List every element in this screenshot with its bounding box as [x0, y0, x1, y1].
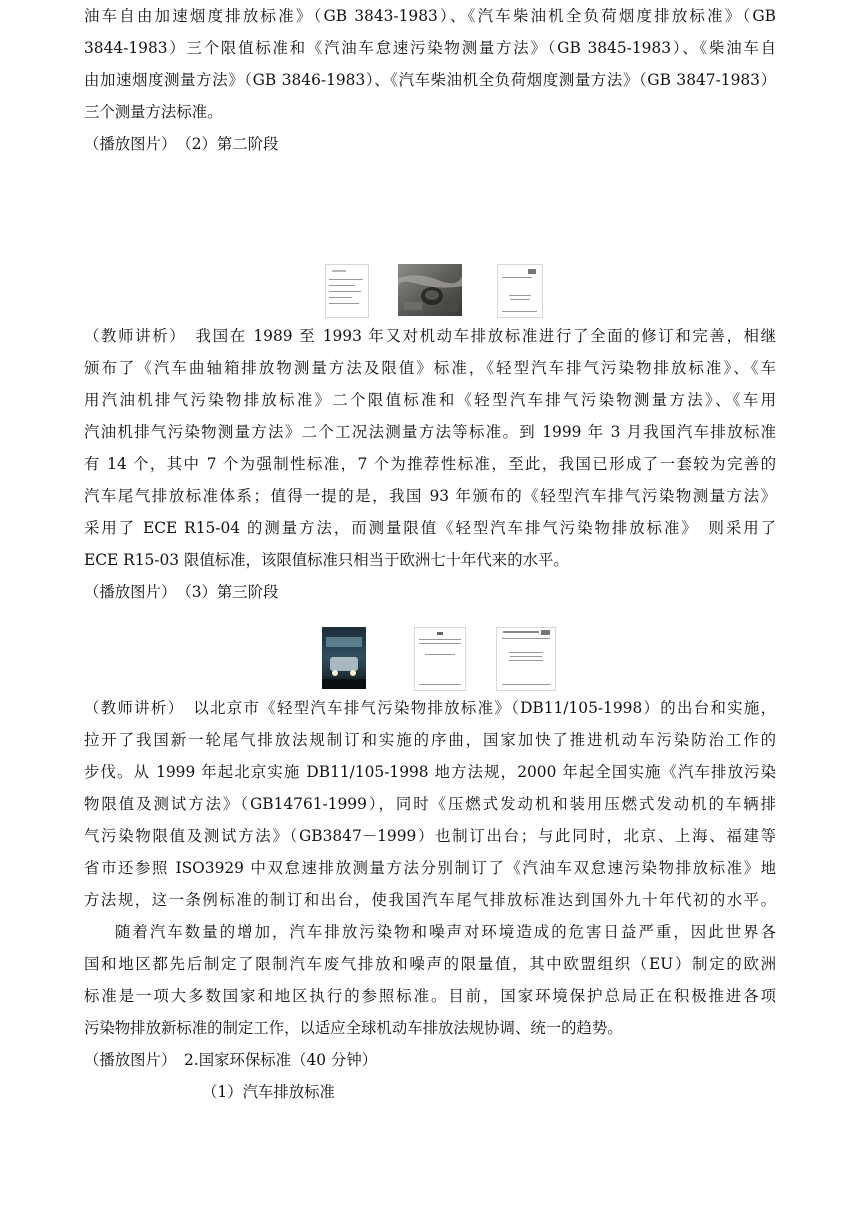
- text-line: 汽油机排气污染物测量方法》二个工况法测量方法等标准。到 1999 年 3 月我国汽车排放标准: [84, 423, 776, 441]
- section-heading: （播放图片） （2）第二阶段: [84, 135, 279, 153]
- text-line: 国和地区都先后制定了限制汽车废气排放和噪声的限量值，其中欧盟组织（EU）制定的欧洲: [84, 955, 776, 973]
- standard-document-thumbnail: [496, 627, 556, 691]
- section-heading: （播放图片） 2.国家环保标准（40 分钟）: [84, 1051, 378, 1069]
- text-line: 气污染物限值及测试方法》（GB3847－1999）也制订出台；与此同时，北京、上海、福建等: [84, 827, 776, 845]
- text-line: 步伐。从 1999 年起北京实施 DB11/105-1998 地方法规，2000 年起全国实施《汽车排放污染: [84, 763, 776, 781]
- text-line: 油车自由加速烟度排放标准》（GB 3843-1983）、《汽车柴油机全负荷烟度排放标准》（GB: [84, 7, 776, 25]
- traffic-photo: [322, 627, 366, 689]
- text-line: 3844-1983）三个限值标准和《汽油车怠速污染物测量方法》（GB 3845-1983）、《柴油车自: [84, 39, 776, 57]
- text-line: 用汽油机排气污染物排放标准》二个限值标准和《轻型汽车排气污染物测量方法》、《车用: [84, 391, 776, 409]
- text-line: 颁布了《汽车曲轴箱排放物测量方法及限值》标准，《轻型汽车排气污染物排放标准》、《车: [84, 359, 776, 377]
- text-line: 方法规，这一条例标准的制订和出台，使我国汽车尾气排放标准达到国外九十年代初的水平。: [84, 891, 776, 909]
- engine-photo: [398, 264, 462, 316]
- standard-document-thumbnail: [325, 264, 369, 318]
- text-line: （教师讲析） 以北京市《轻型汽车排气污染物排放标准》（DB11/105-1998）的出台和实施，: [84, 699, 776, 717]
- text-line: 拉开了我国新一轮尾气排放法规制订和实施的序曲，国家加快了推进机动车污染防治工作的: [84, 731, 776, 749]
- text-line: 物限值及测试方法》（GB14761-1999），同时《压燃式发动机和装用压燃式发动机的车辆排: [84, 795, 776, 813]
- text-line: 有 14 个，其中 7 个为强制性标准，7 个为推荐性标准，至此，我国已形成了一套较为完善的: [84, 455, 776, 473]
- text-line: ECE R15-03 限值标准，该限值标准只相当于欧洲七十年代来的水平。: [84, 551, 569, 569]
- text-line: 由加速烟度测量方法》（GB 3846-1983）、《汽车柴油机全负荷烟度测量方法》（GB 3847-1983）: [84, 71, 776, 89]
- text-line: 省市还参照 ISO3929 中双怠速排放测量方法分别制订了《汽油车双怠速污染物排放标准》地: [84, 859, 776, 877]
- text-line: 汽车尾气排放标准体系；值得一提的是，我国 93 年颁布的《轻型汽车排气污染物测量方法》: [84, 487, 776, 505]
- standard-document-thumbnail: [414, 627, 466, 691]
- standard-document-thumbnail: [497, 264, 543, 318]
- subsection-heading: （1）汽车排放标准: [202, 1083, 335, 1101]
- text-line: 随着汽车数量的增加，汽车排放污染物和噪声对环境造成的危害日益严重，因此世界各: [115, 923, 776, 941]
- text-line: 采用了 ECE R15-04 的测量方法，而测量限值《轻型汽车排气污染物排放标准》 则采用了: [84, 519, 776, 537]
- text-line: 标准是一项大多数国家和地区执行的参照标准。目前，国家环境保护总局正在积极推进各项: [84, 987, 776, 1005]
- text-line: 三个测量方法标准。: [84, 103, 223, 121]
- text-line: 污染物排放新标准的制定工作，以适应全球机动车排放法规协调、统一的趋势。: [84, 1019, 623, 1037]
- section-heading: （播放图片） （3）第三阶段: [84, 583, 279, 601]
- text-line: （教师讲析） 我国在 1989 至 1993 年又对机动车排放标准进行了全面的修订和完善，相继: [84, 327, 776, 345]
